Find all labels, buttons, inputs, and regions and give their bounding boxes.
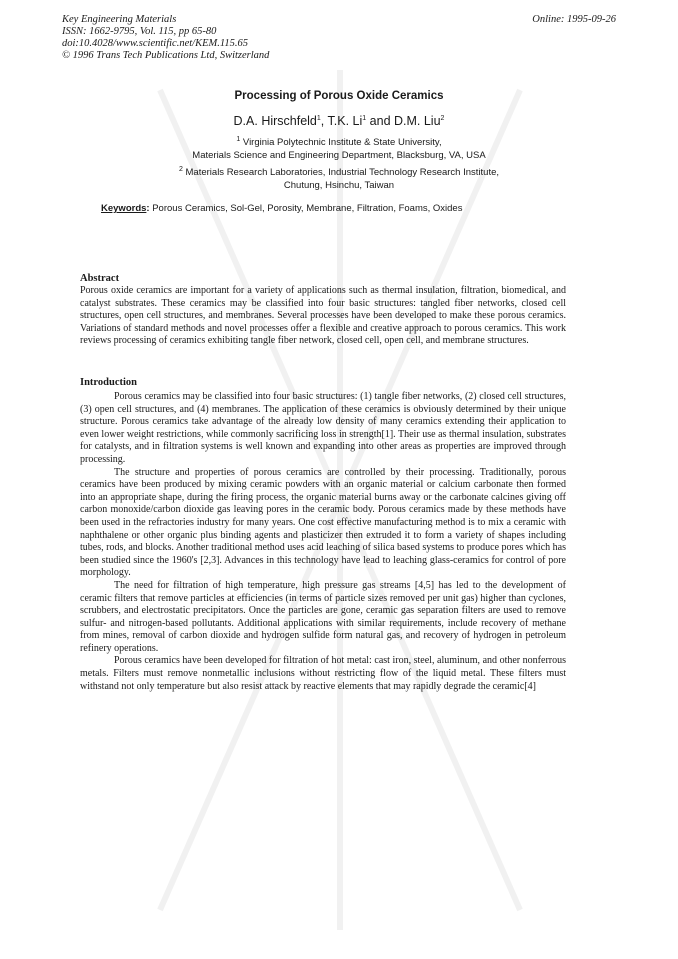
intro-paragraph: Porous ceramics have been developed for filtration of hot metal: cast iron, steel, aluminum, and other nonferrous metals. Filters must remove nonmetallic inclusions without restricting flow of the liquid metal. These filters must withstand not only temperature but also resist attack by reactive elements that may rapidly degrade the ceramic[4] xyxy=(80,655,566,692)
author-3: D.M. Liu xyxy=(394,114,441,128)
affil-1-marker: 1 xyxy=(236,135,241,143)
abstract-heading: Abstract xyxy=(80,273,120,284)
author-1-affil: 1 xyxy=(316,114,321,122)
author-separator: , xyxy=(320,114,328,128)
keywords-label: Keywords xyxy=(101,203,147,214)
affil-1-line-2: Materials Science and Engineering Department, Blacksburg, VA, USA xyxy=(192,150,486,161)
intro-paragraph: Porous ceramics may be classified into four basic structures: (1) tangle fiber networks, (2) closed cell structures, (3) open cell structures, and (4) membranes. The application of these ceramics is obviously determined by their unique structure. Porous ceramics take advantage of the already low density of many ceramics extending their application to even lower weight restrictions, while commonly sacrificing loss in strength[1]. Their use as thermal insulation, substrates for catalysts, and in filtration systems is well known and expanding into other areas as properties are improved through processing. xyxy=(80,391,566,465)
introduction-heading: Introduction xyxy=(80,377,137,388)
keywords-text: Porous Ceramics, Sol-Gel, Porosity, Membrane, Filtration, Foams, Oxides xyxy=(149,203,463,214)
abstract-section xyxy=(80,272,566,348)
author-1: D.A. Hirschfeld xyxy=(233,114,317,128)
keywords-line xyxy=(101,203,462,214)
paper-title: Processing of Porous Oxide Ceramics xyxy=(234,90,444,102)
intro-paragraph: The structure and properties of porous ceramics are controlled by their processing. Traditionally, porous ceramics have been produced by mixing ceramic powders with an organic material or calcium carbonate then formed into an appropriate shape, during the firing process, the organic material burns away or the carbonate calcines giving off carbon monoxide/carbon dioxide gas leaving pores in the ceramic body. Porous ceramics made by these methods have been used in the refractories industry for many years. One cost effective manufacturing method is to mix a ceramic with naphthalene or other organic plus binding agents and plasticizer then extruded it to form a variety of shapes including tubes, rods, and blocks. Another traditional method uses acid leaching of silica based systems to produce pores which has been studied since the 1960's [2,3]. Advances in this technology have lead to leaching glass-ceramics for control of pore morphology. xyxy=(80,466,566,579)
abstract-text: Porous oxide ceramics are important for a variety of applications such as thermal insulation, filtration, biomedical, and catalyst substrates. These ceramics may be classified into four basic structures: tangled fiber networks, closed cell structures, open cell structures, and membranes. Several processes have been developed to make these porous ceramics. Variations of standard methods and novel processes offer a flexible and creative approach to porous ceramics. This work reviews processing of ceramics exhibiting tangle fiber network, closed cell, open cell, and membrane structures. xyxy=(80,285,566,347)
author-separator: and xyxy=(366,114,394,128)
keywords-colon: : xyxy=(146,203,150,214)
author-2: T.K. Li xyxy=(327,114,363,128)
author-2-affil: 1 xyxy=(362,114,367,122)
copyright-line: © 1996 Trans Tech Publications Ltd, Switzerland xyxy=(62,50,270,61)
intro-paragraph: The need for filtration of high temperature, high pressure gas streams [4,5] has led to the development of ceramic filters that remove particles at efficiencies (in terms of particle sizes removed per unit gas) higher than cyclones, scrubbers, and electrostatic precipitators. Once the particles are gone, ceramic gas separation filters are used to remove sulfur- and nitrogen-based pollutants. Additional applications with similar requirements, include recovery of methane from mines, removal of carbon dioxide and hydrogen sulfide form natural gas, and recovery of hydrogen in petroleum refinery operations. xyxy=(80,579,566,654)
introduction-section xyxy=(80,376,566,693)
journal-citation xyxy=(62,14,269,62)
issn-line: ISSN: 1662-9795, Vol. 115, pp 65-80 xyxy=(62,26,217,37)
affil-1-line-1: Virginia Polytechnic Institute & State University, xyxy=(242,137,442,148)
affiliation-1 xyxy=(0,136,678,162)
author-3-affil: 2 xyxy=(440,114,445,122)
journal-name: Key Engineering Materials xyxy=(62,14,177,25)
affil-2-line-1: Materials Research Laboratories, Industrial Technology Research Institute, xyxy=(185,167,500,178)
doi-link[interactable]: doi:10.4028/www.scientific.net/KEM.115.65 xyxy=(62,38,248,49)
affil-2-marker: 2 xyxy=(178,165,183,173)
author-list xyxy=(0,114,678,128)
online-date: Online: 1995-09-26 xyxy=(532,14,616,25)
affiliation-2 xyxy=(0,166,678,192)
affil-2-line-2: Chutung, Hsinchu, Taiwan xyxy=(283,180,395,191)
